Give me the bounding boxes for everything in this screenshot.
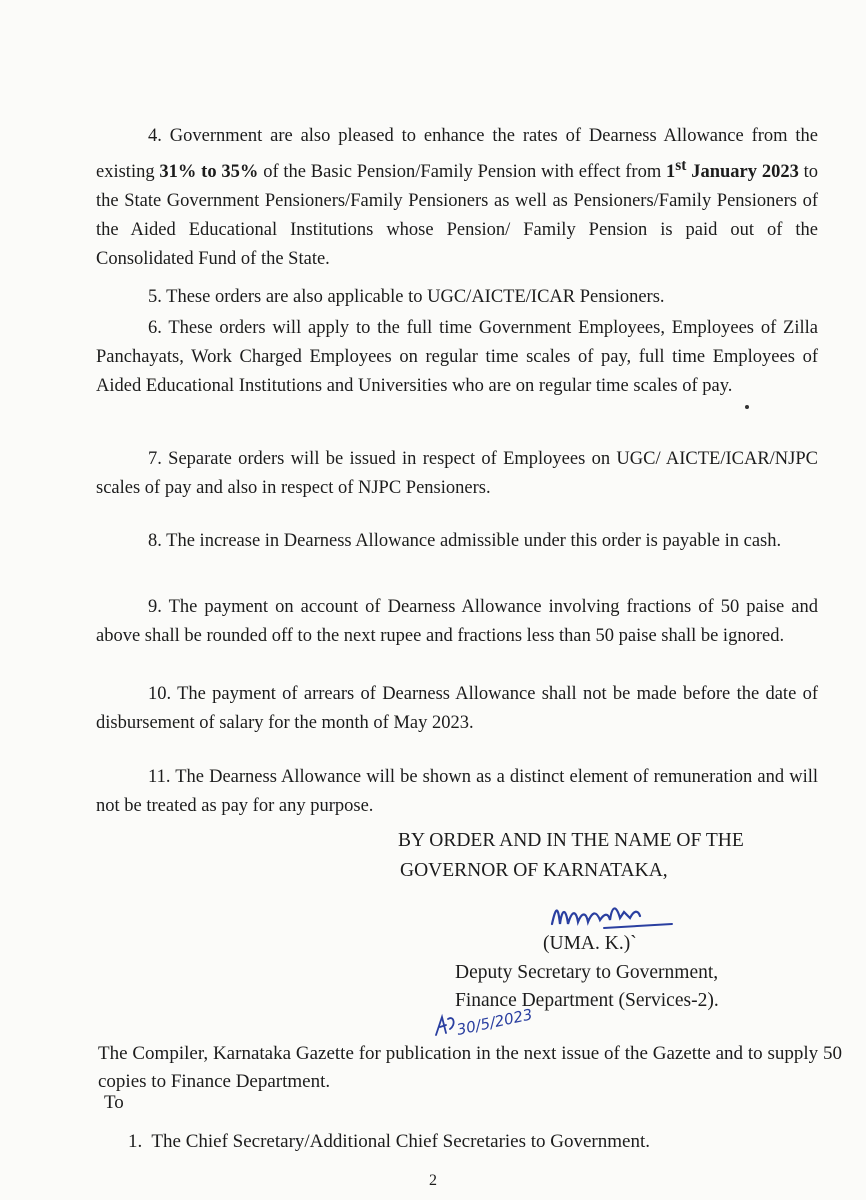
signatory-name: (UMA. K.)` bbox=[543, 933, 637, 954]
paragraph-number: 7. bbox=[148, 449, 162, 469]
paragraph-4 bbox=[96, 122, 818, 274]
handwritten-initial-date bbox=[432, 1005, 552, 1043]
paragraph-text: Separate orders will be issued in respect of Employees on UGC/ AICTE/ICAR/NJPC scales of pay and also in respect of NJPC Pensioners. bbox=[96, 449, 818, 498]
paragraph-number: 11. bbox=[148, 767, 171, 787]
paragraph-number: 8. bbox=[148, 531, 162, 551]
paragraph-text: The payment on account of Dearness Allowance involving fractions of 50 paise and above shall be rounded off to the next rupee and fractions less than 50 paise shall be ignored. bbox=[96, 597, 818, 646]
compiler-note: The Compiler, Karnataka Gazette for publication in the next issue of the Gazette and to supply 50 copies to Finance Department. bbox=[98, 1043, 842, 1092]
page-number: 2 bbox=[429, 1172, 437, 1189]
ink-speck bbox=[745, 405, 749, 409]
to-label: To bbox=[104, 1092, 124, 1113]
paragraph-number: 5. bbox=[148, 287, 162, 307]
paragraph-text: These orders are also applicable to UGC/AICTE/ICAR Pensioners. bbox=[166, 287, 665, 307]
paragraph-5 bbox=[96, 283, 818, 312]
order-block bbox=[398, 826, 828, 886]
paragraph-number: 6. bbox=[148, 318, 162, 338]
paragraph-text: to the State Government Pensioners/Family Pensioners as well as Pensioners/Family Pensioners of the Aided Educational Institutions whose Pension/ Family Pension is paid out of the Consolidated Fund of the State. bbox=[96, 162, 819, 270]
paragraph-8 bbox=[96, 527, 818, 556]
paragraph-9 bbox=[96, 593, 818, 651]
paragraph-text: The increase in Dearness Allowance admissible under this order is payable in cash. bbox=[166, 531, 782, 551]
item-number: 1. bbox=[128, 1131, 143, 1152]
paragraph-11 bbox=[96, 763, 818, 821]
signatory-designation: Deputy Secretary to Government, bbox=[455, 962, 719, 983]
paragraph-6 bbox=[96, 314, 818, 401]
item-text: The Chief Secretary/Additional Chief Secretaries to Government. bbox=[151, 1131, 651, 1152]
paragraph-number: 4. bbox=[148, 126, 162, 146]
paragraph-text: Government are also pleased to enhance the rates of Dearness Allowance from the existing bbox=[96, 126, 819, 183]
order-line-1: BY ORDER AND IN THE NAME OF THE bbox=[398, 830, 744, 851]
effective-date: 1st January 2023 bbox=[666, 157, 799, 183]
paragraph-text: of the Basic Pension/Family Pension with effect from bbox=[258, 162, 667, 183]
paragraph-10 bbox=[96, 680, 818, 738]
paragraph-number: 10. bbox=[148, 684, 172, 704]
paragraph-number: 9. bbox=[148, 597, 162, 617]
signatory-department: Finance Department (Services-2). bbox=[455, 990, 719, 1011]
distribution-item-1 bbox=[128, 1127, 828, 1156]
paragraph-text: These orders will apply to the full time Government Employees, Employees of Zilla Panchayats, Work Charged Employees on regular time scales of pay, full time Employees of Aided Educational Institutions and Universities who are on regular time scales of pay. bbox=[96, 318, 818, 396]
paragraph-text: The Dearness Allowance will be shown as a distinct element of remuneration and will not be treated as pay for any purpose. bbox=[96, 767, 818, 816]
paragraph-7 bbox=[96, 445, 818, 503]
order-line-2: GOVERNOR OF KARNATAKA, bbox=[400, 860, 668, 881]
paragraph-text: The payment of arrears of Dearness Allowance shall not be made before the date of disbursement of salary for the month of May 2023. bbox=[96, 684, 818, 733]
rate-change: 31% to 35% bbox=[159, 162, 259, 183]
svg-text:30/5/2023: 30/5/2023 bbox=[455, 1005, 535, 1039]
